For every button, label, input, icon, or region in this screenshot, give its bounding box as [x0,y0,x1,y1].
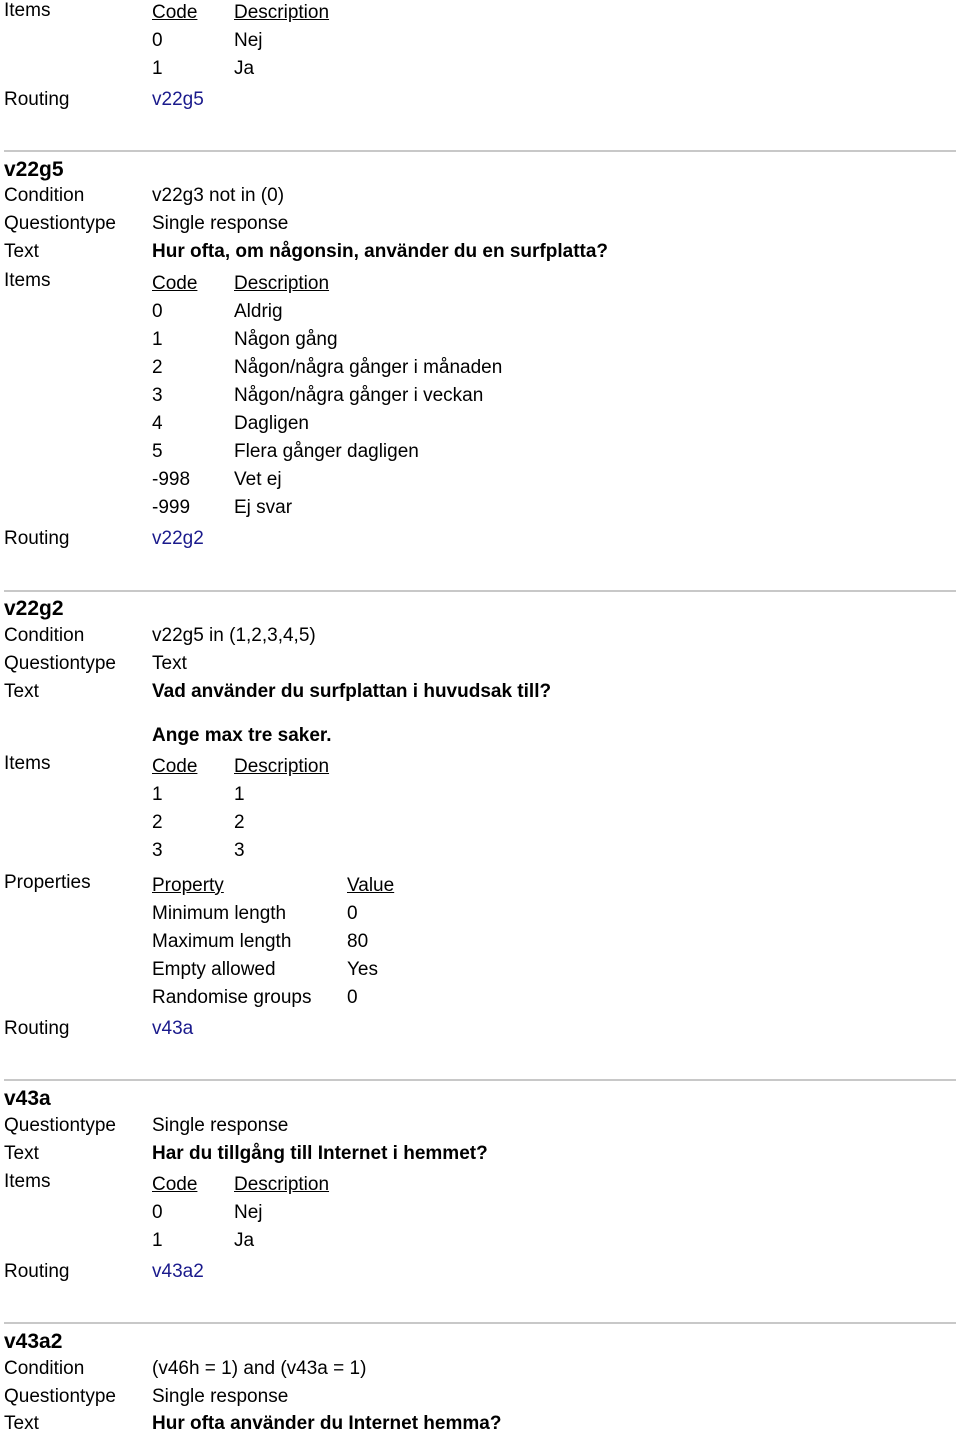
property-value: 0 [347,903,358,924]
item-description: Ja [234,1230,255,1251]
question-text: Hur ofta använder du Internet hemma? [152,1413,502,1434]
item-code: 0 [152,301,163,322]
item-description: 2 [234,812,245,833]
item-description: Någon/några gånger i veckan [234,385,484,406]
question-id: v43a2 [4,1330,63,1353]
section-divider [4,590,956,592]
text-label: Text [4,241,39,262]
questiontype-label: Questiontype [4,653,116,674]
item-code: 2 [152,812,163,833]
question-text: Hur ofta, om någonsin, använder du en surfplatta? [152,241,609,262]
item-code: 1 [152,784,163,805]
question-text: Vad använder du surfplattan i huvudsak till? [152,681,552,702]
property-value: 0 [347,987,358,1008]
item-code: 0 [152,1202,163,1223]
item-code: 1 [152,58,163,79]
routing-link[interactable]: v43a2 [152,1261,204,1282]
item-code: -999 [152,497,191,518]
section-divider [4,1322,956,1324]
item-code: 3 [152,840,163,861]
condition-label: Condition [4,1358,85,1379]
routing-label: Routing [4,528,70,549]
item-description: Dagligen [234,413,309,434]
questiontype-value: Single response [152,213,289,234]
item-description: Ja [234,58,255,79]
item-code: 5 [152,441,163,462]
items-label: Items [4,0,51,21]
item-description: Nej [234,1202,263,1223]
item-code: 3 [152,385,163,406]
text-label: Text [4,681,39,702]
question-id: v22g5 [4,158,64,181]
text-label: Text [4,1413,39,1434]
description-header: Description [234,756,330,777]
item-description: Flera gånger dagligen [234,441,419,462]
code-header: Code [152,756,198,777]
items-label: Items [4,753,51,774]
questiontype-value: Single response [152,1386,289,1407]
question-text: Har du tillgång till Internet i hemmet? [152,1143,488,1164]
item-code: 1 [152,329,163,350]
condition-label: Condition [4,185,85,206]
item-code: 1 [152,1230,163,1251]
questiontype-label: Questiontype [4,1115,116,1136]
code-header: Code [152,2,198,23]
item-code: 2 [152,357,163,378]
condition-value: v22g3 not in (0) [152,185,285,206]
description-header: Description [234,2,330,23]
property-header: Property [152,875,224,896]
item-code: -998 [152,469,191,490]
value-header: Value [347,875,395,896]
questiontype-value: Single response [152,1115,289,1136]
item-description: 3 [234,840,245,861]
item-description: Ej svar [234,497,293,518]
properties-label: Properties [4,872,91,893]
property-value: 80 [347,931,369,952]
condition-value: v22g5 in (1,2,3,4,5) [152,625,316,646]
description-header: Description [234,1174,330,1195]
routing-link[interactable]: v22g2 [152,528,204,549]
questiontype-value: Text [152,653,187,674]
questiontype-label: Questiontype [4,213,116,234]
question-id: v43a [4,1087,51,1110]
property-name: Empty allowed [152,959,276,980]
code-header: Code [152,1174,198,1195]
item-description: Någon/några gånger i månaden [234,357,503,378]
property-name: Minimum length [152,903,287,924]
items-label: Items [4,270,51,291]
item-description: Vet ej [234,469,282,490]
question-id: v22g2 [4,597,64,620]
items-label: Items [4,1171,51,1192]
item-description: Nej [234,30,263,51]
routing-link[interactable]: v22g5 [152,89,204,110]
item-description: Någon gång [234,329,338,350]
code-header: Code [152,273,198,294]
condition-value: (v46h = 1) and (v43a = 1) [152,1358,367,1379]
property-name: Maximum length [152,931,292,952]
routing-link[interactable]: v43a [152,1018,194,1039]
item-code: 0 [152,30,163,51]
property-value: Yes [347,959,378,980]
description-header: Description [234,273,330,294]
routing-label: Routing [4,89,70,110]
condition-label: Condition [4,625,85,646]
question-instruction: Ange max tre saker. [152,725,332,746]
questiontype-label: Questiontype [4,1386,116,1407]
section-divider [4,150,956,152]
property-name: Randomise groups [152,987,312,1008]
item-description: Aldrig [234,301,283,322]
item-description: 1 [234,784,245,805]
text-label: Text [4,1143,39,1164]
item-code: 4 [152,413,163,434]
routing-label: Routing [4,1018,70,1039]
section-divider [4,1079,956,1081]
routing-label: Routing [4,1261,70,1282]
